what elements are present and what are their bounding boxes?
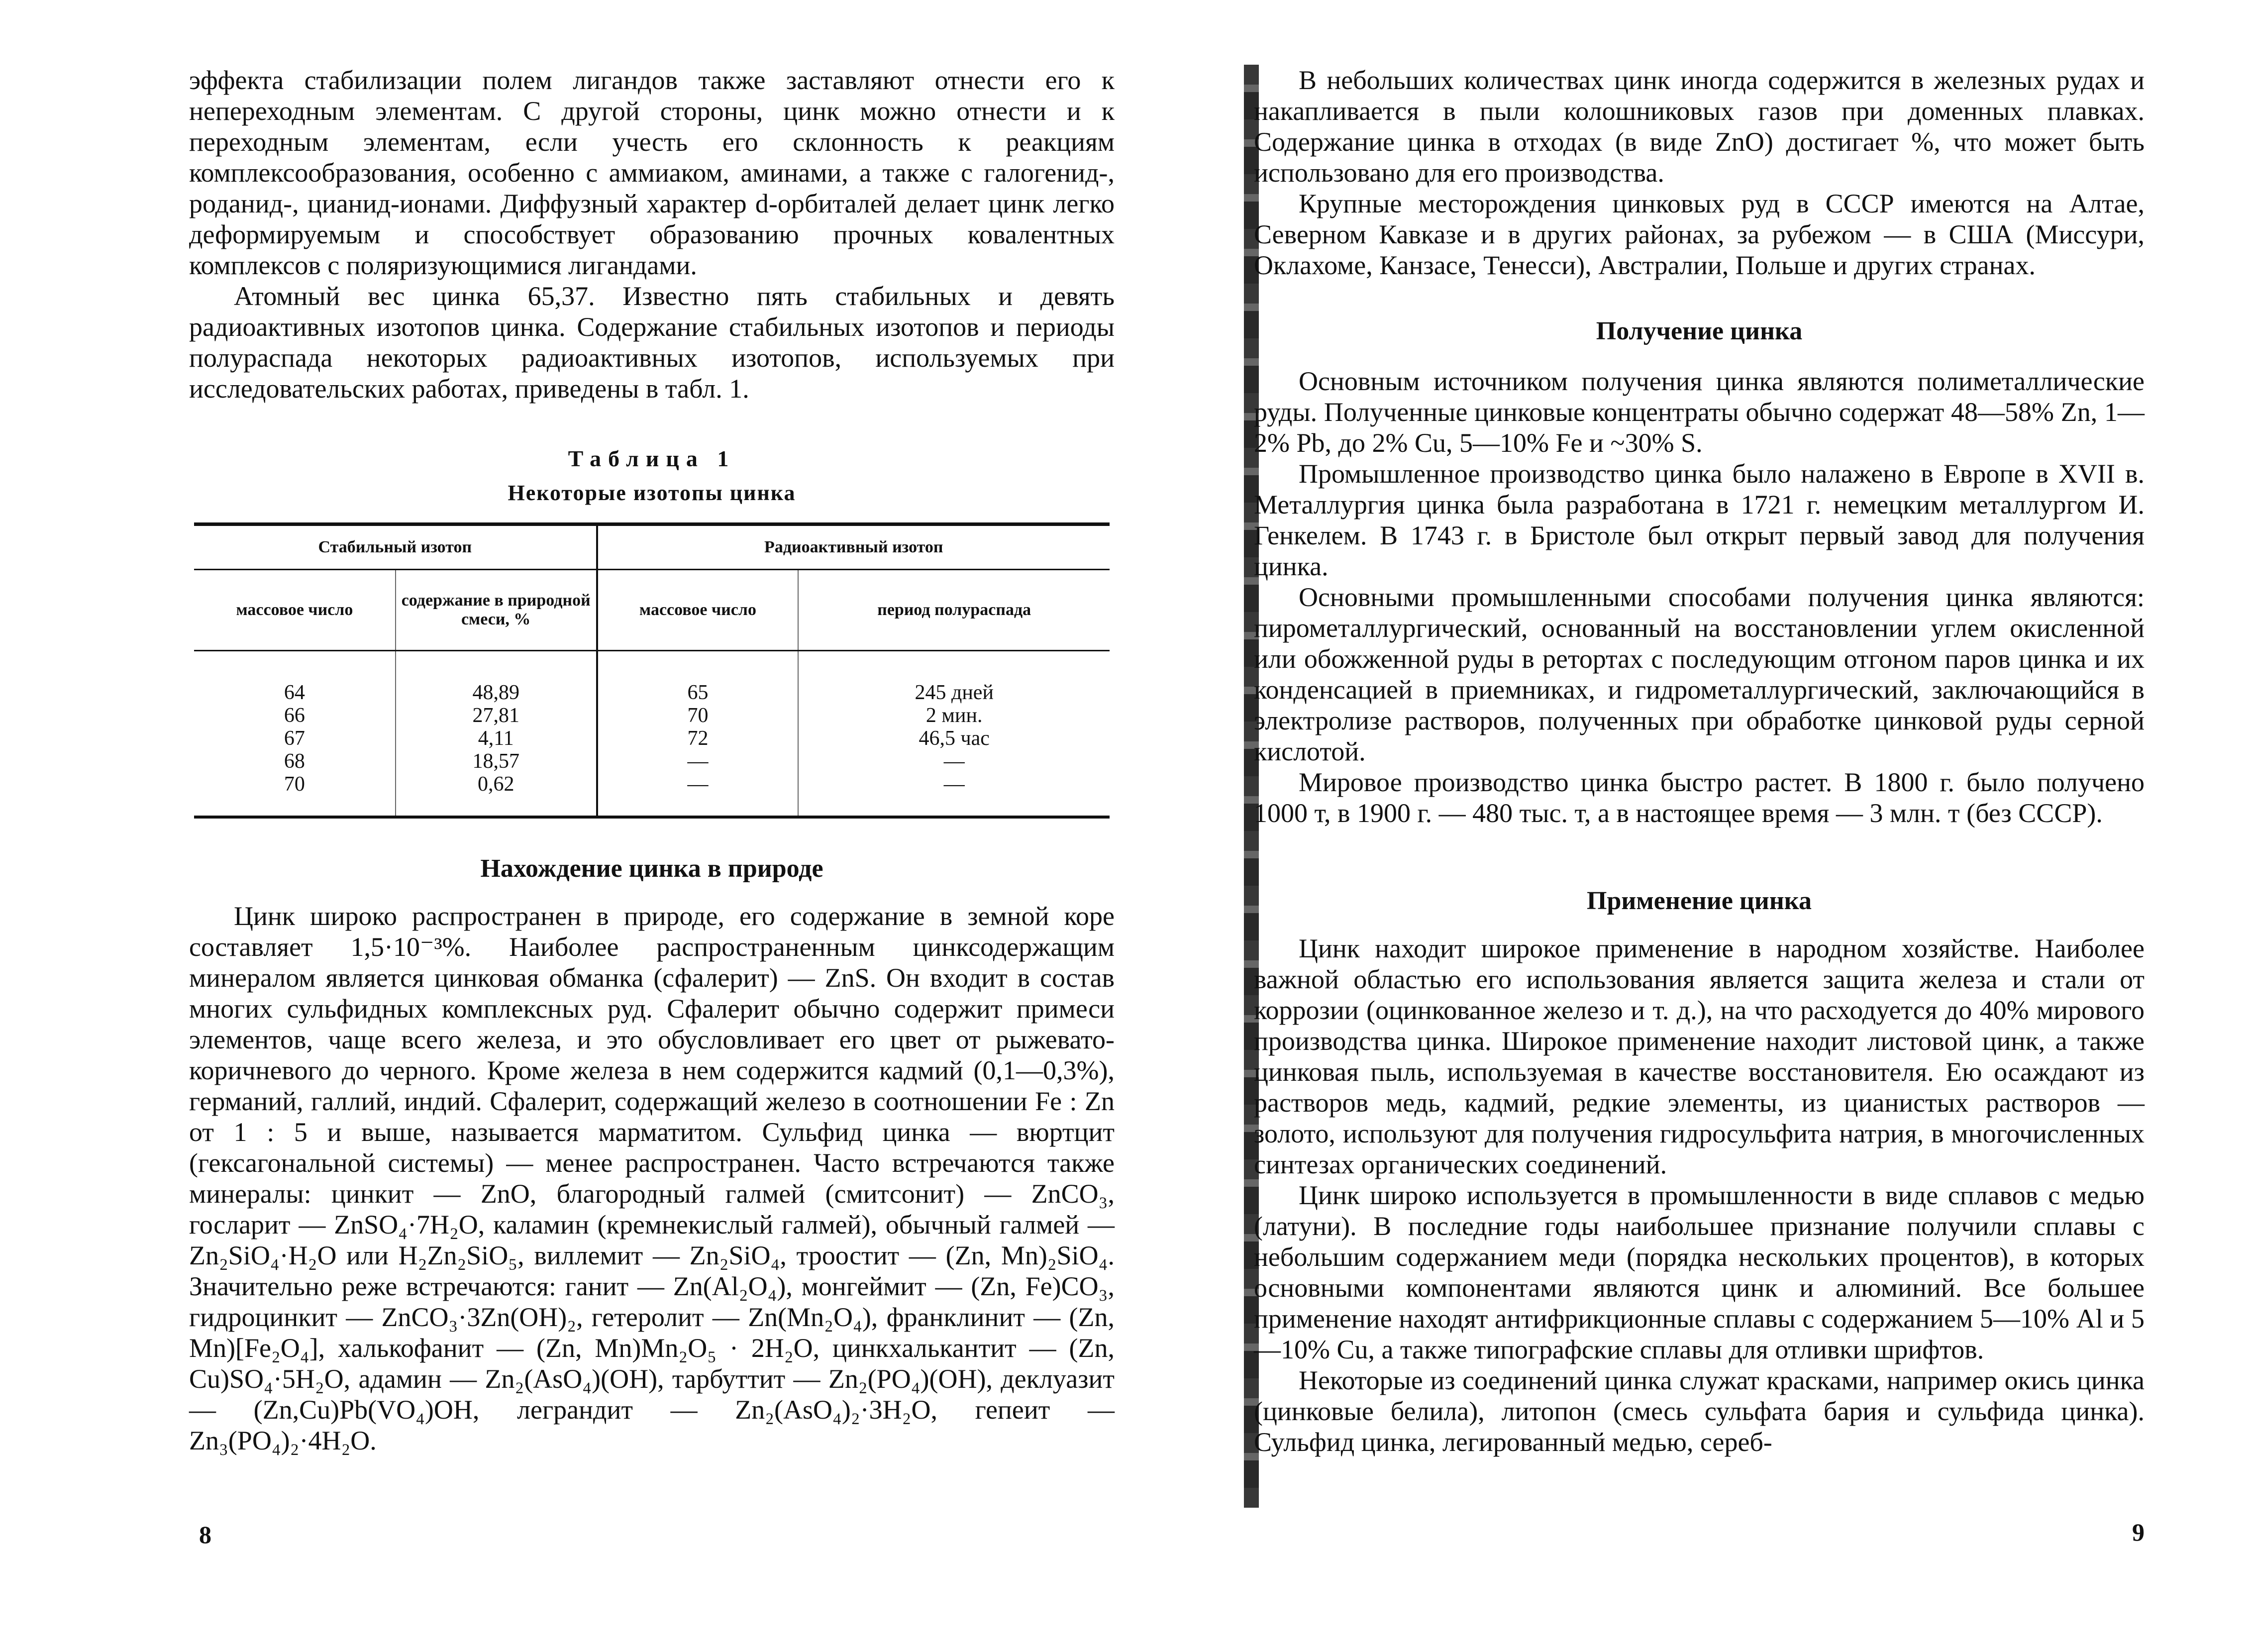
table-column-header: период полураспада [798, 570, 1110, 651]
left-intro-text [189, 65, 1115, 404]
table-row [194, 773, 1110, 817]
table-cell: 4,11 [396, 727, 597, 750]
table-cell: 65 [597, 651, 799, 705]
table-group-header: Стабильный изотоп [194, 524, 597, 570]
nature-text [189, 901, 1115, 1456]
table-cell: — [597, 750, 799, 773]
left-page [189, 0, 1115, 1652]
paragraph: Цинк широко распространен в природе, его содержание в земной коре составляет 1,5·10⁻³%. Наиболее распространенным цинксодержащим минералом является цинковая обманка (сфалерит) — ZnS. Он входит в состав многих сульфидных комплексных руд. Сфалерит обычно содержит примеси элементов, чаще всего железа, и это обусловливает его цвет от рыжевато-коричневого до черного. Кроме железа в нем содержится кадмий (0,1—0,3%), германий, галлий, индий. Сфалерит, содержащий железо в соотношении Fe : Zn от 1 : 5 и выше, называется марматитом. Сульфид цинка — вюртцит (гексагональной системы) — менее распространен. Часто встречаются также минералы: цинкит — ZnO, благородный галмей (смитсонит) — ZnCO₃, госларит — ZnSO₄·7H₂O, каламин (кремнекислый галмей), обычный галмей — Zn₂SiO₄·H₂O или H₂Zn₂SiO₅, виллемит — Zn₂SiO₄, троостит — (Zn, Mn)₂SiO₄. Значительно реже встречаются: ганит — Zn(Al₂O₄), монгеймит — (Zn, Fe)CO₃, гидроцинкит — ZnCO₃·3Zn(OH)₂, гетеролит — Zn(Mn₂O₄), франклинит — (Zn, Mn)[Fe₂O₄], халькофанит — (Zn, Mn)Mn₂O₅ · 2H₂O, цинкхалькантит — (Zn, Cu)SO₄·5H₂O, адамин — Zn₂(AsO₄)(OH), тарбуттит — Zn₂(PO₄)(OH), деклуазит — (Zn,Cu)Pb(VO₄)OH, леграндит — Zn₂(AsO₄)₂·3H₂O, гепеит —Zn₃(PO₄)₂·4H₂O. [189, 901, 1115, 1455]
table-cell: — [943, 750, 965, 773]
table-cell: 46,5 час [919, 727, 990, 750]
table-cell: 66 [194, 704, 396, 727]
paragraph: Цинк широко используется в промышленности в виде сплавов с медью (латуни). В последние годы наибольшее признание получили сплавы с небольшим содержанием меди (порядка нескольких процентов), в которых основными компонентами являются цинк и алюминий. Все большее применение находят антифрикционные сплавы с содержанием 5—10% Al и 5—10% Cu, а также типографские сплавы для отливки шрифтов. [1254, 1180, 2145, 1364]
table-cell: 72 [597, 727, 799, 750]
table-group-header: Радиоактивный изотоп [597, 524, 1110, 570]
right-intro-text [1254, 65, 2145, 281]
table-row [194, 704, 1110, 727]
section-heading: Нахождение цинка в природе [480, 854, 823, 883]
page-number: 9 [2132, 1518, 2145, 1546]
table-cell: 245 дней [915, 681, 994, 704]
paragraph: Крупные месторождения цинковых руд в СССР имеются на Алтае, Северном Кавказе и в других районах, за рубежом — в США (Миссури, Оклахоме, Канзасе, Тенесси), Австралии, Польше и других странах. [1254, 189, 2145, 280]
table-cell: 48,89 [396, 651, 597, 705]
table-cell: 2 мин. [925, 704, 983, 727]
application-text [1254, 933, 2145, 1457]
table-column-header: массовое число [597, 570, 799, 651]
paragraph: Мировое производство цинка быстро растет. В 1800 г. было получено 1000 т, в 1900 г. — 480 тыс. т, а в настоящее время — 3 млн. т (без СССР). [1254, 767, 2145, 828]
table-column-header: содержание в природной смеси, % [396, 570, 597, 651]
table-cell: — [597, 773, 799, 817]
table-cell: 27,81 [396, 704, 597, 727]
right-page [1254, 0, 2145, 1652]
section-heading: Получение цинка [1596, 317, 1803, 345]
table-row [194, 750, 1110, 773]
page-number: 8 [199, 1521, 211, 1549]
paragraph: Промышленное производство цинка было налажено в Европе в XVII в. Металлургия цинка была разработана в 1721 г. немецким металлургом И. Генкелем. В 1743 г. в Бристоле был открыт первый завод для получения цинка. [1254, 459, 2145, 581]
paragraph: эффекта стабилизации полем лигандов также заставляют отнести его к непереходным элементам. С другой стороны, цинк можно отнести и к переходным элементам, если учесть его склонность к реакциям комплексообразования, особенно с аммиаком, аминами, а также с галогенид-, роданид-, цианид-ионами. Диффузный характер d-орбиталей делает цинк легко деформируемым и способствует образованию прочных ковалентных комплексов с поляризующимися лигандами. [189, 65, 1115, 280]
table-cell: 70 [597, 704, 799, 727]
paragraph: Основным источником получения цинка являются полиметаллические руды. Полученные цинковые концентраты обычно содержат 48—58% Zn, 1—2% Pb, до 2% Cu, 5—10% Fe и ~30% S. [1254, 366, 2145, 458]
table-row [194, 651, 1110, 705]
table-cell: — [798, 773, 1110, 817]
table-title: Некоторые изотопы цинка [508, 481, 796, 505]
paragraph: Атомный вес цинка 65,37. Известно пять стабильных и девять радиоактивных изотопов цинка. Содержание стабильных изотопов и периоды полураспада некоторых радиоактивных изотопов, используемых при исследовательских работах, приведены в табл. 1. [189, 281, 1115, 404]
table-row [194, 727, 1110, 750]
production-text [1254, 366, 2145, 828]
section-heading: Применение цинка [1587, 887, 1812, 915]
table-cell: 0,62 [396, 773, 597, 817]
table-cell: 70 [194, 773, 396, 817]
paragraph: Цинк находит широкое применение в народном хозяйстве. Наиболее важной областью его использования является защита железа и стали от коррозии (оцинкованное железо и т. д.), на что расходуется до 40% мирового производства цинка. Широкое применение находит листовой цинк, а также цинковая пыль, используемая в качестве восстановителя. Ею осаждают из растворов медь, кадмий, редкие элементы, из цианистых растворов — золото, используют для получения гидросульфита натрия, в многочисленных синтезах органических соединений. [1254, 933, 2145, 1179]
table-cell: 64 [194, 651, 396, 705]
table-cell: 67 [194, 727, 396, 750]
table-cell: 68 [194, 750, 396, 773]
table-cell: 18,57 [396, 750, 597, 773]
table-number: Таблица 1 [568, 446, 736, 471]
paragraph: В небольших количествах цинк иногда содержится в железных рудах и накапливается в пыли колошниковых газов при доменных плавках. Содержание цинка в отходах (в виде ZnO) достигает %, что может быть использовано для его производства. [1254, 65, 2145, 188]
paragraph: Основными промышленными способами получения цинка являются: пирометаллургический, основанный на восстановлении углем окисленной или обожженной руды в ретортах с последующим отгоном паров цинка и их конденсацией в приемниках, и гидрометаллургический, заключающийся в электролизе растворов, полученных при обработке цинковой руды серной кислотой. [1254, 582, 2145, 766]
table-column-header: массовое число [194, 570, 396, 651]
paragraph: Некоторые из соединений цинка служат красками, например окись цинка (цинковые белила), литопон (смесь сульфата бария и сульфида цинка). Сульфид цинка, легированный медью, сереб- [1254, 1365, 2145, 1457]
isotope-table [194, 522, 1110, 819]
